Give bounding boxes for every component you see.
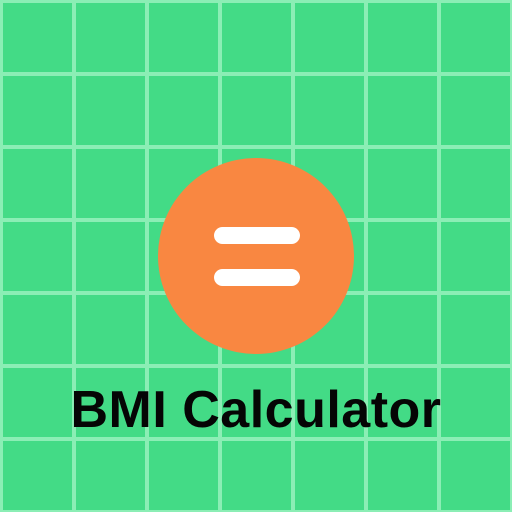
app-title: BMI Calculator xyxy=(70,381,442,439)
equals-badge xyxy=(158,158,354,354)
equals-icon xyxy=(214,227,300,244)
equals-icon-lower-bar xyxy=(214,269,300,286)
